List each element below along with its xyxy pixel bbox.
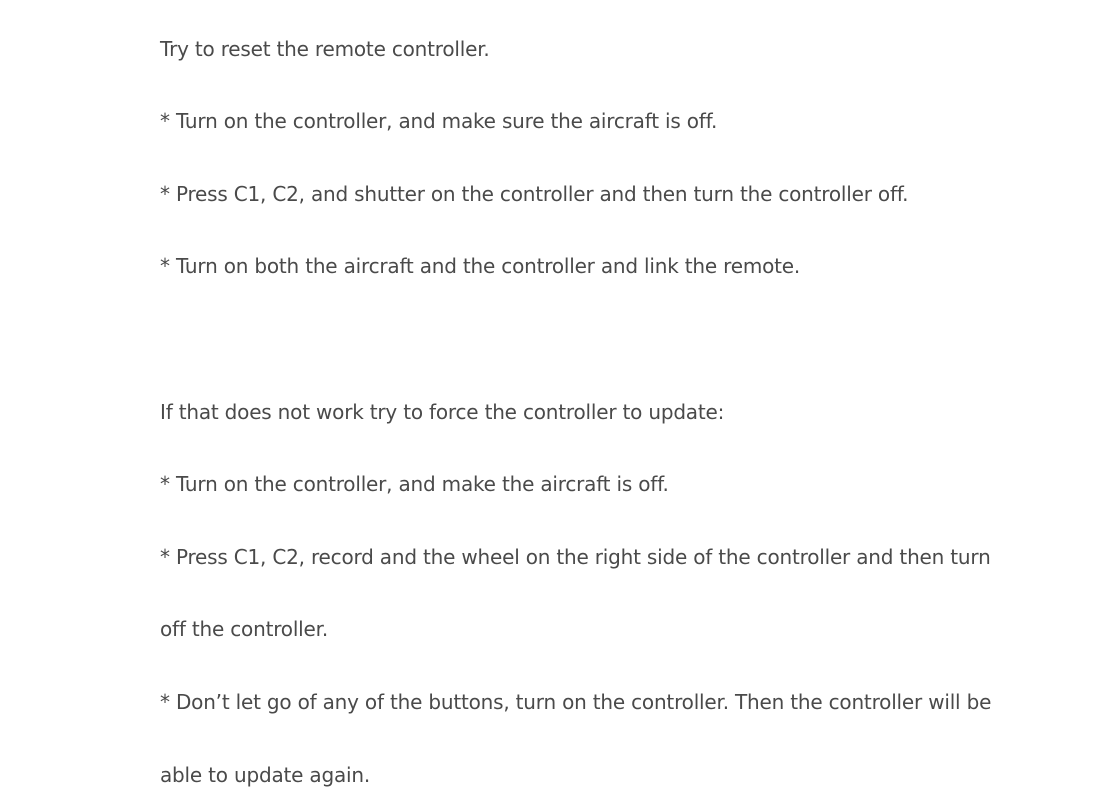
force-update-step-2-line-1: * Press C1, C2, record and the wheel on the right side of the controller and then turn bbox=[160, 545, 991, 569]
intro-paragraph: Try to reset the remote controller. bbox=[160, 37, 490, 61]
reset-step-3: * Turn on both the aircraft and the controller and link the remote. bbox=[160, 254, 801, 278]
force-update-step-3-line-2: able to update again. bbox=[160, 763, 371, 787]
reset-step-1: * Turn on the controller, and make sure the aircraft is off. bbox=[160, 109, 718, 133]
force-update-intro: If that does not work try to force the controller to update: bbox=[160, 400, 725, 424]
force-update-step-1: * Turn on the controller, and make the aircraft is off. bbox=[160, 472, 669, 496]
force-update-step-2-line-2: off the controller. bbox=[160, 617, 328, 641]
reset-step-2: * Press C1, C2, and shutter on the controller and then turn the controller off. bbox=[160, 182, 909, 206]
force-update-step-3-line-1: * Don’t let go of any of the buttons, turn on the controller. Then the controller will be bbox=[160, 690, 992, 714]
